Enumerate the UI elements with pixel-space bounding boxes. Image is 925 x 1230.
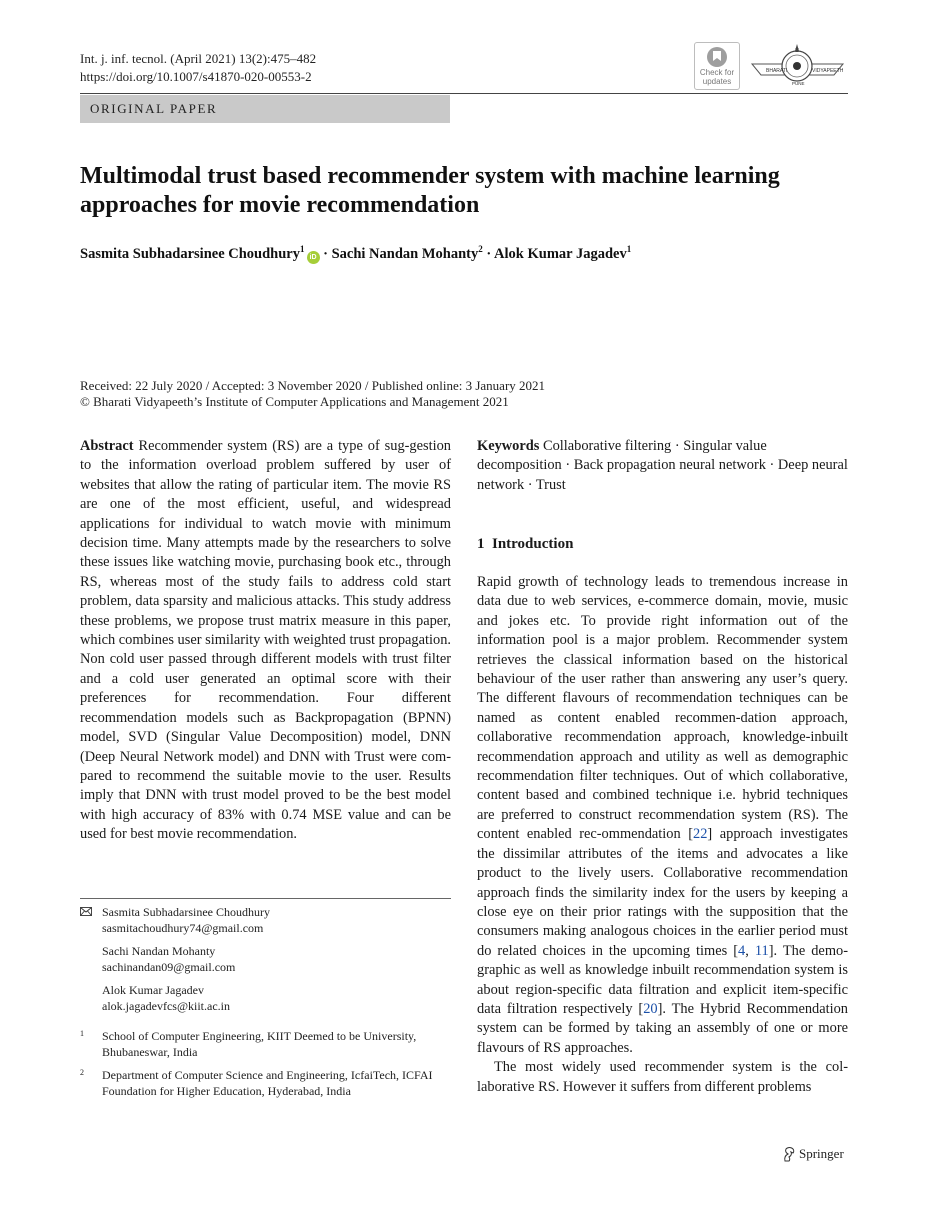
contact-name: Sachi Nandan Mohanty (102, 944, 216, 958)
affiliation-number: 2 (80, 1068, 84, 1077)
affiliation-entry (80, 1068, 451, 1099)
paragraph-text: ] approach investigates the dissimilar attributes of the items and advocates a like product to the lively users. Collaborative recommendation approach finds the similarity index for the users by keeping a close eye on their prior ratings with the supposition that the consumers making analogous choices in the earlier period must do related choices in the upcoming times [ (477, 826, 848, 959)
abstract (80, 437, 451, 845)
affiliation-number: 1 (80, 1029, 84, 1038)
check-for-updates-badge[interactable] (694, 42, 740, 90)
springer-horse-icon (782, 1146, 796, 1162)
abstract-text: Recommender system (RS) are a type of sug-gestion to the information overload problem suffered by user of websites that allow the rating of particular item. The movie RS are one of the most efficient, useful, and widespread applications for individual to watch movie with minimum decision time. Many attempts made by the researchers to solve these issues like watching movie, purchasing book etc., through RS, whereas most of the study fails to address cold start problem, data sparsity and malicious attacks. This study address these problems, we propose trust matrix measure in this paper, which combines user similarity with weighted trust propagation. Non cold user passed through different models with trust filter and a cold user generated an optimal score with their preferences for recommendation. Four different recommendation models such as Backpropagation (BPNN) model, SVD (Singular Value Decomposition) model, DNN (Deep Neural Network model) and DNN with Trust were com-pared to recommend the suitable movie to the user. Results imply that DNN with trust model proved to be the best model with high accuracy of 83% with 0.74 MSE value and can be used for best movie recommendation. (80, 438, 451, 843)
article-title: Multimodal trust based recommender system with machine learning approaches for movie recommendation (80, 163, 780, 218)
section-heading (477, 534, 848, 554)
paragraph-text: ]. The demo-graphic as well as knowledge inbuilt recommendation system is about region-specific data filtration and explicit item-specific data filtration respectively [ (477, 942, 848, 1017)
doi-link[interactable]: https://doi.org/10.1007/s41870-020-00553-2 (80, 69, 312, 84)
keywords (477, 437, 848, 495)
paragraph-text: ]. The Hybrid Recommendation system can be formed by taking an assembly of one or more flavours of RS approaches. (477, 1000, 848, 1056)
author-name[interactable]: Sasmita Subhadarsinee Choudhury (80, 246, 300, 262)
check-for-label: Check for (699, 68, 735, 77)
section-title: Introduction (492, 536, 574, 552)
seal-left-text: BHARATI (766, 68, 788, 74)
affiliation-text: School of Computer Engineering, KIIT Deemed to be University, Bhubaneswar, India (102, 1029, 417, 1059)
received-accepted-published: Received: 22 July 2020 / Accepted: 3 November 2020 / Published online: 3 January 2021 (80, 378, 546, 393)
citation-link[interactable]: 22 (693, 826, 708, 843)
bharati-vidyapeeth-seal-logo (746, 42, 849, 90)
contact-email[interactable]: sachinandan09@gmail.com (102, 959, 236, 974)
contact-entry (80, 983, 451, 1014)
citation-link[interactable]: 11 (754, 942, 769, 959)
affiliations (80, 1029, 451, 1107)
author-name[interactable]: Sachi Nandan Mohanty (331, 246, 479, 262)
bookmark-icon (707, 47, 727, 67)
copyright-line: © Bharati Vidyapeeth’s Institute of Computer Applications and Management 2021 (80, 394, 509, 409)
citation-link[interactable]: 4 (738, 942, 746, 959)
introduction-body (477, 573, 848, 1097)
section-number: 1 (477, 536, 485, 552)
author-affiliation-marker: 2 (478, 244, 483, 254)
article-type-banner: ORIGINAL PAPER (80, 95, 450, 123)
journal-header (80, 50, 316, 86)
paragraph (477, 573, 848, 1058)
keywords-label: Keywords (477, 438, 540, 454)
author-separator: · (482, 246, 495, 262)
author-name[interactable]: Alok Kumar Jagadev (494, 246, 627, 262)
publication-dates (80, 378, 545, 410)
journal-citation: Int. j. inf. tecnol. (April 2021) 13(2):475–482 (80, 51, 317, 66)
contact-entry (80, 905, 451, 936)
keywords-text: Collaborative filtering · Singular value decomposition · Back propagation neural network · Deep neural network · Trust (477, 438, 848, 493)
affiliation-text: Department of Computer Science and Engineering, IcfaiTech, ICFAI Foundation for Higher Education, Hyderabad, India (102, 1068, 433, 1098)
author-list (80, 244, 840, 264)
orcid-icon[interactable]: iD (307, 251, 320, 264)
corresponding-contacts (80, 905, 451, 1022)
paragraph-text: Rapid growth of technology leads to tremendous increase in data due to web services, e-commerce domain, movie, music and jokes etc. To provide right information out of the information pool is a major problem. Recommender system retrieves the classical information based on the historical behaviour of the user rather than answering any user’s query. The different flavours of recommendation techniques can be named as content enabled recommen-dation approach, collaborative recommendation approach, knowledge-inbuilt recommendation approach and utility as well as demographic recommendation filter techniques. Out of which collaborative, content based and combined technique i.e. hybrid techniques are preferred to construct recommendation system (RS). The content enabled rec-ommendation [ (477, 574, 848, 843)
citation-separator: , (745, 942, 755, 959)
contact-entry (80, 944, 451, 975)
publisher-name: Springer (799, 1146, 844, 1161)
contact-name: Alok Kumar Jagadev (102, 983, 204, 997)
author-separator: · (319, 246, 332, 262)
author-affiliation-marker: 1 (300, 244, 305, 254)
author-affiliation-marker: 1 (626, 244, 632, 254)
header-badges (694, 42, 849, 92)
seal-right-text: VIDYAPEETH (812, 68, 844, 74)
envelope-icon (80, 907, 92, 916)
citation-link[interactable]: 20 (643, 1000, 658, 1017)
footnote-rule (80, 898, 451, 899)
abstract-label: Abstract (80, 438, 134, 454)
paragraph: The most widely used recommender system is the col-laborative RS. However it suffers from different problems (477, 1059, 848, 1095)
contact-name: Sasmita Subhadarsinee Choudhury (102, 905, 270, 919)
updates-label: updates (702, 77, 732, 86)
affiliation-entry (80, 1029, 451, 1060)
header-rule (80, 93, 848, 94)
publisher-footer (782, 1145, 844, 1163)
contact-email[interactable]: alok.jagadevfcs@kiit.ac.in (102, 998, 231, 1013)
contact-email[interactable]: sasmitachoudhury74@gmail.com (102, 920, 264, 935)
seal-bottom-text: PUNE (792, 81, 805, 86)
